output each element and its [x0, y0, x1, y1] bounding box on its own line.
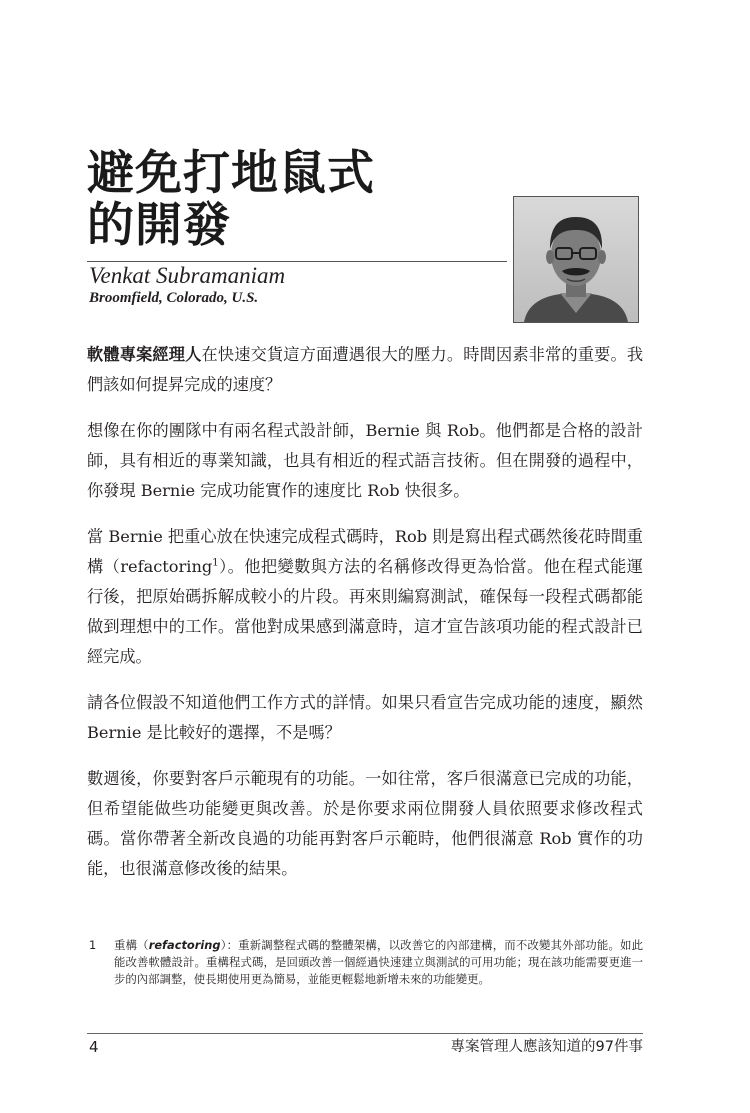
- footnote-number: 1: [89, 938, 97, 952]
- page-number: 4: [89, 1038, 99, 1056]
- article-body: [87, 340, 643, 900]
- author-portrait-illustration: [514, 197, 638, 322]
- footnote-term: refactoring: [148, 938, 221, 952]
- paragraph-3-text-a: 當 Bernie 把重心放在快速完成程式碼時，Rob 則是寫出程式碼然後花時間重構（refactoring: [87, 527, 643, 576]
- chapter-title-line-1: 避免打地鼠式: [87, 146, 375, 201]
- lead-term: 軟體專案經理人: [87, 345, 202, 364]
- chapter-title: [87, 148, 375, 252]
- paragraph-3: [87, 522, 643, 672]
- paragraph-1: [87, 340, 643, 400]
- footnote-text: [114, 937, 643, 988]
- paragraph-4: 請各位假設不知道他們工作方式的詳情。如果只看宣告完成功能的速度，顯然 Bernie 是比較好的選擇，不是嗎？: [87, 693, 643, 742]
- footnote-prefix: 重構（: [114, 938, 149, 952]
- chapter-title-line-2: 的開發: [87, 198, 231, 253]
- paragraph-1-text: 在快速交貨這方面遭遇很大的壓力。時間因素非常的重要。我們該如何提昇完成的速度？: [87, 345, 644, 394]
- footnote: [87, 937, 643, 988]
- paragraph-5: 數週後，你要對客戶示範現有的功能。一如往常，客戶很滿意已完成的功能，但希望能做些功能變更與改善。於是你要求兩位開發人員依照要求修改程式碼。當你帶著全新改良過的功能再對客戶示範時，他們很滿意 Rob 實作的功能，也很滿意修改後的結果。: [87, 769, 643, 878]
- running-footer-book-title: 專案管理人應該知道的97件事: [450, 1039, 643, 1055]
- author-name: Venkat Subramaniam: [89, 263, 286, 288]
- footer-divider: [87, 1033, 643, 1034]
- footnote-body: ）：重新調整程式碼的整體架構，以改善它的內部建構，而不改變其外部功能。如此能改善軟體設計。重構程式碼，是回頭改善一個經過快速建立與測試的可用功能；現在該功能需要更進一步的內部調整，使長期使用更為簡易，並能更輕鬆地新增未來的功能變更。: [114, 938, 643, 986]
- paragraph-3-text-b: ）。他把變數與方法的名稱修改得更為恰當。他在程式能運行後，把原始碼拆解成較小的片段。再來則編寫測試，確保每一段程式碼都能做到理想中的工作。當他對成果感到滿意時，這才宣告該項功能的程式設計已經完成。: [87, 557, 643, 666]
- author-photo: [513, 196, 639, 323]
- paragraph-2: 想像在你的團隊中有兩名程式設計師，Bernie 與 Rob。他們都是合格的設計師，具有相近的專業知識，也具有相近的程式語言技術。但在開發的過程中，你發現 Bernie 完成功能實作的速度比 Rob 快很多。: [87, 421, 643, 500]
- footnote-reference[interactable]: 1: [212, 557, 219, 569]
- author-location: Broomfield, Colorado, U.S.: [89, 290, 259, 306]
- author-divider: [87, 261, 507, 262]
